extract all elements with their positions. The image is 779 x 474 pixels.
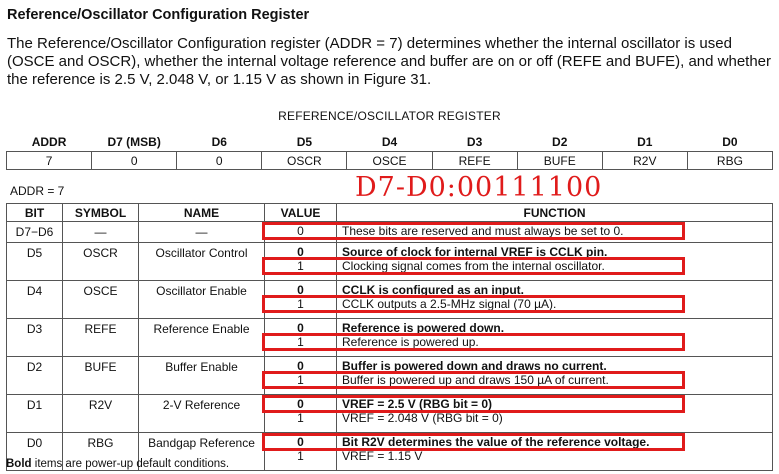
footnote-bold-word: Bold: [6, 458, 32, 470]
bit-column-header: BIT: [7, 204, 63, 222]
register-header-cell: D6: [211, 135, 227, 149]
function-column-header: FUNCTION: [337, 204, 773, 222]
function-line: Source of clock for internal VREF is CCLK pin.: [342, 245, 608, 259]
function-line: CCLK outputs a 2.5-MHz signal (70 µA).: [342, 297, 557, 311]
value-line: 0: [297, 283, 304, 297]
function-cell: [337, 281, 773, 319]
symbol-cell: R2V: [63, 395, 139, 433]
function-cell: [337, 357, 773, 395]
register-caption: REFERENCE/OSCILLATOR REGISTER: [278, 109, 501, 123]
register-value-cell: OSCR: [262, 152, 347, 170]
value-line: 1: [297, 411, 304, 425]
value-line: 1: [297, 449, 304, 463]
symbol-cell: RBG: [63, 433, 139, 471]
bit-cell: D0: [7, 433, 63, 471]
addr-note: ADDR = 7: [10, 184, 65, 198]
register-header-cell: D7 (MSB): [107, 135, 161, 149]
name-cell: Oscillator Enable: [139, 281, 265, 319]
function-cell: [337, 319, 773, 357]
bit-table-header-row: [7, 204, 773, 222]
value-cell: [265, 281, 337, 319]
register-header-cell: D5: [296, 135, 313, 149]
value-line: 1: [297, 297, 304, 311]
name-cell: Bandgap Reference: [139, 433, 265, 471]
value-line: 0: [297, 224, 304, 238]
value-cell: [265, 319, 337, 357]
name-column-header: NAME: [139, 204, 265, 222]
function-line: Buffer is powered up and draws 150 µA of current.: [342, 373, 609, 387]
name-cell: 2-V Reference: [139, 395, 265, 433]
register-header-cell: D4: [381, 135, 398, 149]
value-cell: [265, 222, 337, 243]
bit-cell: D1: [7, 395, 63, 433]
function-line: CCLK is configured as an input.: [342, 283, 525, 297]
footnote-text: items are power-up default conditions.: [31, 458, 230, 470]
bit-table-row: [7, 243, 773, 281]
register-value-cell: 0: [92, 152, 177, 170]
symbol-cell: OSCR: [63, 243, 139, 281]
value-line: 0: [297, 245, 304, 259]
function-line: Clocking signal comes from the internal oscillator.: [342, 259, 605, 273]
footnote: [6, 458, 229, 470]
value-line: 0: [297, 435, 304, 449]
register-header-row: [7, 133, 773, 152]
value-line: 1: [297, 373, 304, 387]
name-cell: —: [139, 222, 265, 243]
bit-cell: D7−D6: [7, 222, 63, 243]
function-line: Buffer is powered down and draws no current.: [342, 359, 607, 373]
register-value-cell: BUFE: [517, 152, 602, 170]
symbol-cell: REFE: [63, 319, 139, 357]
register-value-cell: 0: [177, 152, 262, 170]
register-table: [6, 133, 773, 170]
name-cell: Reference Enable: [139, 319, 265, 357]
bit-definition-table: [6, 203, 773, 471]
function-cell: [337, 243, 773, 281]
name-cell: Buffer Enable: [139, 357, 265, 395]
function-cell: [337, 395, 773, 433]
symbol-column-header: SYMBOL: [63, 204, 139, 222]
function-cell: [337, 433, 773, 471]
symbol-cell: BUFE: [63, 357, 139, 395]
bit-table-body: [7, 222, 773, 471]
function-line: VREF = 1.15 V: [342, 449, 423, 463]
function-line: Bit R2V determines the value of the reference voltage.: [342, 435, 650, 449]
value-line: 1: [297, 259, 304, 273]
register-header-cell: D2: [552, 135, 568, 149]
function-line: VREF = 2.048 V (RBG bit = 0): [342, 411, 503, 425]
bit-table-row: [7, 395, 773, 433]
bit-cell: D3: [7, 319, 63, 357]
register-header-cell: D3: [466, 135, 483, 149]
bit-table-row: [7, 357, 773, 395]
symbol-cell: OSCE: [63, 281, 139, 319]
value-column-header: VALUE: [265, 204, 337, 222]
bit-cell: D2: [7, 357, 63, 395]
value-line: 0: [297, 397, 304, 411]
bit-table-row: [7, 222, 773, 243]
register-value-cell: REFE: [432, 152, 517, 170]
register-header-cell: D0: [722, 135, 738, 149]
function-line: Reference is powered up.: [342, 335, 479, 349]
function-line: These bits are reserved and must always be set to 0.: [342, 224, 624, 238]
bit-table-row: [7, 319, 773, 357]
value-cell: [265, 243, 337, 281]
section-title: Reference/Oscillator Configuration Register: [7, 7, 310, 23]
function-cell: [337, 222, 773, 243]
intro-paragraph: The Reference/Oscillator Configuration register (ADDR = 7) determines whether the internal oscillator is used (OSCE and OSCR), whether the internal voltage reference and buffer are on or off (REFE and BUFE), and whether the reference is 2.5 V, 2.048 V, or 1.15 V as shown in Figure 31.: [7, 35, 772, 88]
function-line: Reference is powered down.: [342, 321, 505, 335]
value-cell: [265, 395, 337, 433]
bit-cell: D4: [7, 281, 63, 319]
register-value-cell: 7: [7, 152, 92, 170]
value-line: 0: [297, 359, 304, 373]
register-header-cell: D1: [637, 135, 653, 149]
value-cell: [265, 357, 337, 395]
name-cell: Oscillator Control: [139, 243, 265, 281]
function-line: VREF = 2.5 V (RBG bit = 0): [342, 397, 493, 411]
value-cell: [265, 433, 337, 471]
handwritten-annotation: D7-D0:00111100: [355, 172, 603, 203]
register-value-cell: RBG: [687, 152, 772, 170]
value-line: 0: [297, 321, 304, 335]
register-value-row: [7, 152, 773, 170]
value-line: 1: [297, 335, 304, 349]
register-value-cell: R2V: [602, 152, 687, 170]
symbol-cell: —: [63, 222, 139, 243]
register-header-cell: ADDR: [31, 135, 67, 149]
bit-cell: D5: [7, 243, 63, 281]
bit-table-row: [7, 281, 773, 319]
register-value-cell: OSCE: [347, 152, 432, 170]
